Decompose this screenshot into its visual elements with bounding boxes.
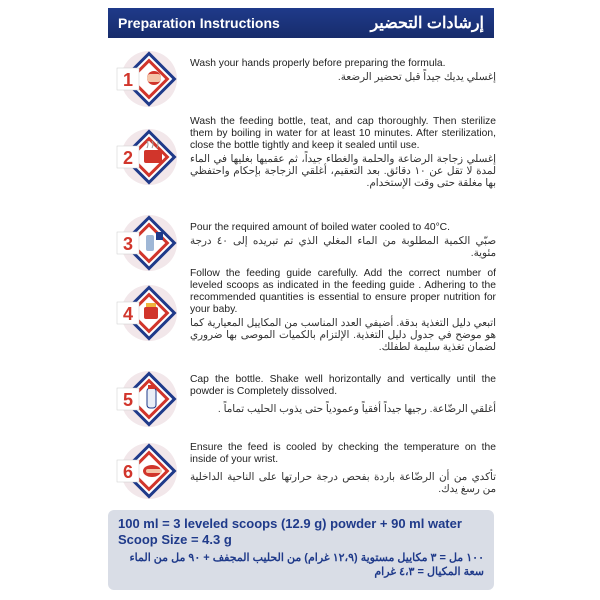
step-text-ar: صبّي الكمية المطلوبة من الماء المغلي الذي تم تبريده إلى ٤٠ درجة مئوية. xyxy=(190,236,496,259)
scoop-size-ar: سعة المكيال = ٤،٣ غرام xyxy=(374,566,484,578)
svg-text:1: 1 xyxy=(122,70,134,90)
step-text-en: Pour the required amount of boiled water cooled to 40°C. xyxy=(190,222,450,233)
sterilize-pot-icon xyxy=(114,122,184,192)
step-badge xyxy=(114,278,184,348)
shake-bottle-icon xyxy=(114,364,184,434)
step-text-en: Wash your hands properly before preparing the formula. xyxy=(190,58,446,69)
step-text-ar: إغسلي زجاجة الرضاعة والحلمة والغطاء جيداً، ثم عقميها بغليها في الماء لمدة لا تقل عن ١٠ دقائق. بعد التعقيم، أغلقي الزجاجة بإحكام واحتفظي بها مغلقة حتى وقت الإستخدام. xyxy=(190,154,496,189)
title-english: Preparation Instructions xyxy=(118,15,280,31)
step-text-ar: إغسلي يديك جيداً قبل تحضير الرضعة. xyxy=(337,72,496,83)
hand-wash-icon xyxy=(114,44,184,114)
step-text-en: Cap the bottle. Shake well horizontally and vertically until the powder is Completely dissolved. xyxy=(190,374,496,397)
step-badge xyxy=(114,436,184,506)
step-badge xyxy=(114,122,184,192)
svg-text:2: 2 xyxy=(122,148,134,168)
title-banner xyxy=(108,8,494,38)
step-3 xyxy=(114,210,494,266)
dosage-summary-box xyxy=(108,510,494,590)
svg-text:5: 5 xyxy=(122,390,134,410)
step-2 xyxy=(114,116,494,208)
wrist-test-icon xyxy=(114,436,184,506)
dosage-line-ar: ١٠٠ مل = ٣ مكاييل مستوية (١٢،٩ غرام) من الحليب المجفف + ٩٠ مل من الماء xyxy=(129,552,484,564)
step-text-en: Ensure the feed is cooled by checking the temperature on the inside of your wrist. xyxy=(190,442,496,465)
scoop-size-en: Scoop Size = 4.3 g xyxy=(118,532,232,547)
dosage-line-en: 100 ml = 3 leveled scoops (12.9 g) powder + 90 ml water xyxy=(118,516,462,531)
step-5 xyxy=(114,370,494,430)
scoop-powder-icon xyxy=(114,278,184,348)
step-6 xyxy=(114,436,494,506)
step-text-ar: اتبعي دليل التغذية بدقة. أضيفي العدد المناسب من المكاييل المعيارية كما هو موضح في جدول دليل التغذية. الإلتزام بالكميات الموصى بها ضروري لضمان تغذية سليمة لطفلك. xyxy=(190,318,496,353)
svg-text:6: 6 xyxy=(122,462,134,482)
step-badge xyxy=(114,364,184,434)
step-1 xyxy=(114,48,494,104)
step-text-ar: أغلقي الرضّاعة. رجيها جيداً أفقياً وعمودياً حتى يذوب الحليب تماماً . xyxy=(217,404,496,415)
step-text-ar: تأكدي من أن الرضّاعة باردة بفحص درجة حرارتها على الناحية الداخلية من رسغ يدك. xyxy=(190,472,496,495)
title-arabic: إرشادات التحضير xyxy=(370,15,484,32)
step-text-en: Follow the feeding guide carefully. Add the correct number of leveled scoops as indicated in the feeding guide . Adhering to the recommended quantities is essential to ensure proper nutrition for your baby. xyxy=(190,268,496,315)
step-4 xyxy=(114,268,494,358)
svg-text:4: 4 xyxy=(122,304,134,324)
step-text-en: Wash the feeding bottle, teat, and cap thoroughly. Then sterilize them by boiling in water for at least 10 minutes. After sterilization, close the bottle tightly and keep it sealed until use. xyxy=(190,116,496,151)
svg-text:3: 3 xyxy=(122,234,134,254)
step-badge xyxy=(114,44,184,114)
